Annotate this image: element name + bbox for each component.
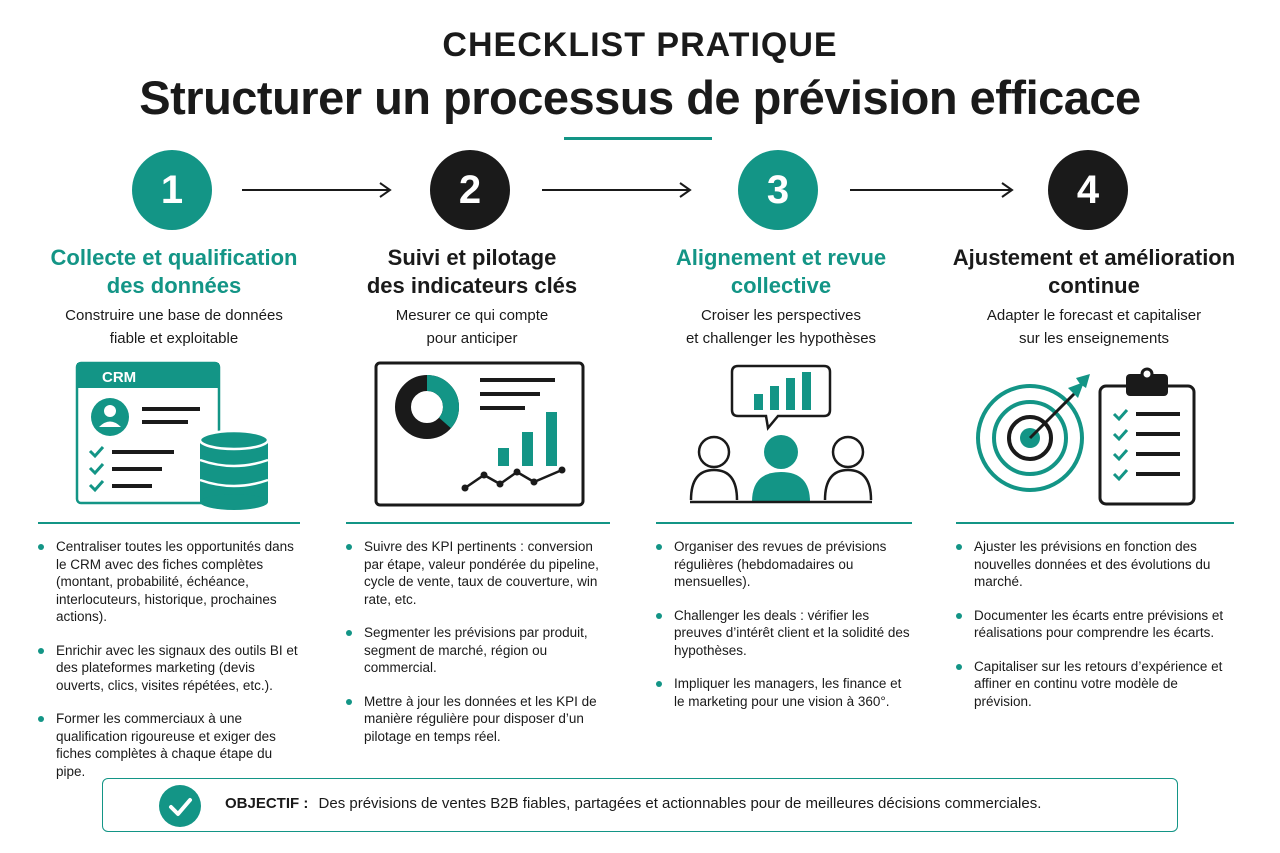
list-item: Impliquer les managers, les finance et le marketing pour une vision à 360°. — [656, 675, 912, 710]
step-1-title-line-1: Collecte et qualification — [50, 245, 298, 270]
list-item: Suivre des KPI pertinents : conversion par étape, valeur pondérée du pipeline, cycle de vente, taux de couverture, win rate, etc. — [346, 538, 616, 608]
objective-banner — [102, 778, 1178, 832]
list-item: Challenger les deals : vérifier les preuves d’intérêt client et la solidité des hypothèses. — [656, 607, 912, 660]
step-4-divider — [956, 522, 1234, 524]
step-2-title-line-2: des indicateurs clés — [366, 273, 578, 298]
step-2-subtitle-line-2: pour anticiper — [426, 330, 518, 347]
step-2-heading — [322, 244, 622, 350]
step-2-subtitle — [322, 304, 622, 350]
step-1-title-line-2: des données — [106, 273, 242, 298]
arrow-right-icon — [242, 180, 394, 200]
clipboard-checklist-icon — [1100, 369, 1194, 504]
list-item: Organiser des revues de prévisions régulières (hebdomadaires ou mensuelles). — [656, 538, 912, 591]
step-2-title-line-1: Suivi et pilotage — [387, 245, 557, 270]
team-meeting-icon — [686, 360, 876, 506]
objective-label: OBJECTIF : — [225, 795, 309, 812]
step-3-heading — [631, 244, 931, 350]
step-1-subtitle — [24, 304, 324, 350]
step-1-heading — [24, 244, 324, 350]
step-3-title-line-2: collective — [730, 273, 832, 298]
user-profile-icon — [91, 398, 129, 436]
step-1-bullet-list — [38, 538, 300, 796]
page-title: Structurer un processus de prévision efficace — [139, 71, 1141, 124]
step-4-subtitle — [944, 304, 1244, 350]
list-item: Documenter les écarts entre prévisions et réalisations pour comprendre les écarts. — [956, 607, 1234, 642]
objective-statement: Des prévisions de ventes B2B fiables, partagées et actionnables pour de meilleures décisions commerciales. — [318, 795, 1042, 812]
target-arrow-icon — [972, 360, 1202, 510]
step-1-subtitle-line-2: fiable et exploitable — [109, 330, 239, 347]
step-1-subtitle-line-1: Construire une base de données — [65, 307, 283, 324]
list-item: Mettre à jour les données et les KPI de manière régulière pour disposer d’un pilotage en temps réel. — [346, 693, 616, 746]
check-circle-icon — [159, 785, 201, 827]
arrow-right-icon — [850, 180, 1016, 200]
step-3-number-badge: 3 — [738, 150, 818, 230]
database-icon — [200, 431, 268, 510]
arrow-right-icon — [542, 180, 694, 200]
list-item: Segmenter les prévisions par produit, segment de marché, région ou commercial. — [346, 624, 616, 677]
step-4-number-badge: 4 — [1048, 150, 1128, 230]
step-4-subtitle-line-1: Adapter le forecast et capitaliser — [986, 307, 1202, 324]
speech-bubble-chart-icon — [732, 366, 830, 428]
crm-window-icon — [70, 360, 280, 512]
step-4-subtitle-line-2: sur les enseignements — [1018, 330, 1170, 347]
step-3-title — [631, 244, 931, 300]
step-2-bullet-list — [346, 538, 616, 761]
list-item: Enrichir avec les signaux des outils BI et des plateformes marketing (devis ouverts, clics, visites répétées, etc.). — [38, 642, 300, 695]
list-item: Ajuster les prévisions en fonction des nouvelles données et des évolutions du marché. — [956, 538, 1234, 591]
step-3-subtitle-line-1: Croiser les perspectives — [700, 307, 862, 324]
title-underline — [564, 137, 712, 140]
step-3-title-line-1: Alignement et revue — [675, 245, 887, 270]
step-4-title — [944, 244, 1244, 300]
step-2-divider — [346, 522, 610, 524]
list-item: Centraliser toutes les opportunités dans le CRM avec des fiches complètes (montant, probabilité, échéance, interlocuteurs, historique, prochaines actions). — [38, 538, 300, 626]
crm-label: CRM — [102, 369, 137, 386]
step-2-subtitle-line-1: Mesurer ce qui compte — [395, 307, 549, 324]
step-3-subtitle-line-2: et challenger les hypothèses — [685, 330, 877, 347]
step-4-title-line-2: continue — [1048, 273, 1140, 298]
step-4-heading — [944, 244, 1244, 350]
step-3-bullet-list — [656, 538, 912, 726]
step-3-subtitle — [631, 304, 931, 350]
step-1-number-badge: 1 — [132, 150, 212, 230]
step-2-number-badge: 2 — [430, 150, 510, 230]
step-1-title — [24, 244, 324, 300]
step-2-title — [322, 244, 622, 300]
step-3-divider — [656, 522, 912, 524]
kicker-label: CHECKLIST PRATIQUE — [442, 26, 838, 64]
objective-text-row — [225, 795, 1041, 812]
dashboard-icon — [372, 360, 588, 512]
list-item: Capitaliser sur les retours d’expérience et affiner en continu votre modèle de prévision. — [956, 658, 1234, 711]
list-item: Former les commerciaux à une qualification rigoureuse et exiger des fiches complètes à chaque étape du pipe. — [38, 710, 300, 780]
step-1-divider — [38, 522, 300, 524]
step-4-bullet-list — [956, 538, 1234, 726]
step-4-title-line-1: Ajustement et amélioration — [952, 245, 1236, 270]
